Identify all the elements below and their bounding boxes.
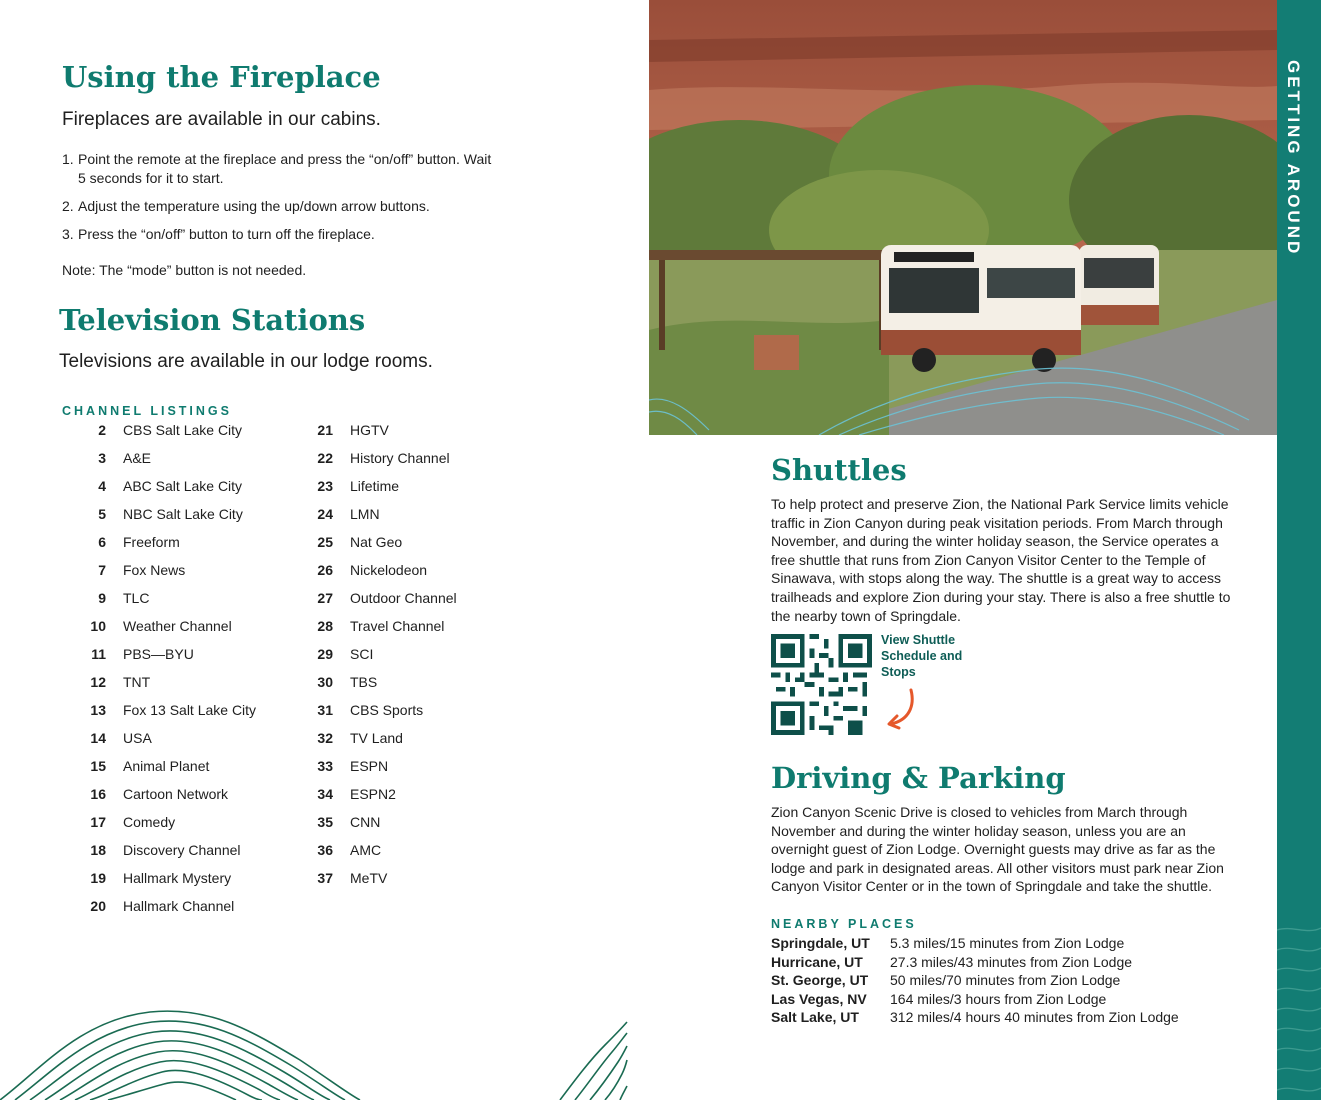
channel-row bbox=[289, 614, 519, 642]
channel-row bbox=[289, 810, 519, 838]
channel-number: 28 bbox=[317, 618, 333, 634]
channel-number: 35 bbox=[317, 814, 333, 830]
channel-name: HGTV bbox=[350, 422, 389, 438]
channel-name: Discovery Channel bbox=[123, 842, 241, 858]
channel-row bbox=[62, 754, 292, 782]
shuttle-bus-photo bbox=[649, 0, 1277, 435]
channel-number: 23 bbox=[317, 478, 333, 494]
nearby-places-list bbox=[771, 934, 1251, 1027]
channel-name: Outdoor Channel bbox=[350, 590, 457, 606]
channel-row bbox=[62, 698, 292, 726]
television-title: Television Stations bbox=[59, 303, 366, 337]
channel-name: ABC Salt Lake City bbox=[123, 478, 243, 494]
channel-row bbox=[289, 642, 519, 670]
channel-name: Weather Channel bbox=[123, 618, 232, 634]
channel-row bbox=[62, 418, 292, 446]
shuttles-title: Shuttles bbox=[771, 453, 907, 487]
fireplace-note: Note: The “mode” button is not needed. bbox=[62, 262, 307, 278]
nearby-places-label: NEARBY PLACES bbox=[771, 917, 917, 931]
channel-row bbox=[289, 838, 519, 866]
channel-number: 6 bbox=[98, 534, 106, 550]
channel-number: 24 bbox=[317, 506, 333, 522]
channel-name: Nat Geo bbox=[350, 534, 403, 550]
nearby-place-row bbox=[771, 990, 1251, 1009]
section-tab-label: GETTING AROUND bbox=[1284, 60, 1303, 257]
fireplace-title: Using the Fireplace bbox=[62, 60, 381, 94]
channel-name: ESPN bbox=[350, 758, 389, 774]
channel-number: 26 bbox=[317, 562, 333, 578]
channel-name: LMN bbox=[350, 506, 380, 522]
channel-name: Cartoon Network bbox=[123, 786, 229, 802]
channel-name: TNT bbox=[123, 674, 151, 690]
channel-number: 25 bbox=[317, 534, 333, 550]
channel-name: MeTV bbox=[350, 870, 388, 886]
channel-row bbox=[289, 698, 519, 726]
channel-number: 33 bbox=[317, 758, 333, 774]
channel-name: AMC bbox=[350, 842, 382, 858]
channel-row bbox=[289, 586, 519, 614]
channel-row bbox=[62, 474, 292, 502]
channel-number: 34 bbox=[317, 786, 333, 802]
channel-row bbox=[62, 726, 292, 754]
channel-row bbox=[62, 614, 292, 642]
curved-arrow-icon bbox=[881, 686, 921, 731]
channel-row bbox=[289, 502, 519, 530]
channel-name: ESPN2 bbox=[350, 786, 396, 802]
channel-number: 37 bbox=[317, 870, 333, 886]
television-subtitle: Televisions are available in our lodge rooms. bbox=[59, 351, 433, 372]
channel-row bbox=[62, 558, 292, 586]
channel-row bbox=[62, 530, 292, 558]
channel-row bbox=[289, 726, 519, 754]
channel-number: 36 bbox=[317, 842, 333, 858]
channel-number: 10 bbox=[90, 618, 106, 634]
channel-name: Nickelodeon bbox=[350, 562, 428, 578]
left-page bbox=[0, 0, 649, 1100]
channel-row bbox=[289, 754, 519, 782]
channel-number: 11 bbox=[91, 646, 106, 662]
channel-row bbox=[62, 642, 292, 670]
fireplace-step: 3. Press the “on/off” button to turn off the fireplace. bbox=[62, 226, 375, 242]
driving-parking-body: Zion Canyon Scenic Drive is closed to vehicles from March through November and during the winter holiday season, unless you are an overnight guest of Zion Lodge. Overnight guests may drive as far as the lodge and park in designated areas. All other visitors must park near Zion Canyon Visitor Center or in the town of Springdale and take the shuttle. bbox=[771, 804, 1224, 895]
place-distance: 5.3 miles/15 minutes from Zion Lodge bbox=[890, 935, 1125, 951]
channel-number: 29 bbox=[317, 646, 333, 662]
place-distance: 50 miles/70 minutes from Zion Lodge bbox=[890, 972, 1121, 989]
channel-number: 12 bbox=[90, 674, 106, 690]
place-name: Springdale, UT bbox=[771, 935, 870, 951]
channel-name: TBS bbox=[350, 674, 378, 690]
channel-column-1 bbox=[62, 418, 292, 922]
nearby-place-row bbox=[771, 971, 1251, 990]
channel-number: 31 bbox=[317, 702, 333, 718]
fireplace-step: 1. Point the remote at the fireplace and press the “on/off” button. Wait 5 seconds for it to start. bbox=[62, 151, 492, 186]
channel-number: 27 bbox=[317, 590, 333, 606]
channel-name: History Channel bbox=[350, 450, 450, 466]
channel-name: Travel Channel bbox=[350, 618, 445, 634]
place-distance: 312 miles/4 hours 40 minutes from Zion Lodge bbox=[890, 1009, 1179, 1026]
channel-number: 9 bbox=[98, 590, 106, 606]
channel-number: 30 bbox=[317, 674, 333, 690]
channel-number: 15 bbox=[90, 758, 106, 774]
place-distance: 27.3 miles/43 minutes from Zion Lodge bbox=[890, 953, 1133, 970]
channel-name: A&E bbox=[123, 450, 152, 466]
channel-number: 17 bbox=[90, 814, 106, 830]
channel-name: Lifetime bbox=[350, 478, 400, 494]
channel-number: 2 bbox=[98, 422, 106, 438]
channel-row bbox=[289, 418, 519, 446]
channel-name: USA bbox=[123, 730, 152, 746]
shuttle-qr-code[interactable] bbox=[771, 634, 872, 735]
channel-column-2 bbox=[289, 418, 519, 894]
channel-number: 20 bbox=[90, 898, 106, 914]
channel-row bbox=[62, 894, 292, 922]
channel-name: Comedy bbox=[123, 814, 176, 830]
channel-row bbox=[289, 558, 519, 586]
channel-name: Hallmark Channel bbox=[123, 898, 235, 914]
channel-listings-label: CHANNEL LISTINGS bbox=[62, 404, 232, 418]
channel-number: 16 bbox=[90, 786, 106, 802]
nearby-place-row bbox=[771, 1008, 1251, 1027]
channel-row bbox=[289, 446, 519, 474]
channel-row bbox=[289, 670, 519, 698]
channel-number: 18 bbox=[90, 842, 106, 858]
shuttles-body: To help protect and preserve Zion, the National Park Service limits vehicle traffic in Zion Canyon during peak visitation periods. From March through November, and during the winter holiday season, the Service operates a free shuttle that runs from Zion Canyon Visitor Center to the Temple of Sinawava, with stops along the way. The shuttle is a great way to access trailheads and explore Zion during your stay. There is also a free shuttle to the nearby town of Springdale. bbox=[771, 496, 1231, 624]
place-distance: 164 miles/3 hours from Zion Lodge bbox=[890, 990, 1107, 1007]
channel-name: Fox 13 Salt Lake City bbox=[123, 702, 257, 718]
channel-name: TV Land bbox=[350, 730, 403, 746]
nearby-place-row bbox=[771, 934, 1251, 953]
channel-number: 13 bbox=[90, 702, 106, 718]
channel-row bbox=[289, 866, 519, 894]
place-name: Hurricane, UT bbox=[771, 953, 863, 970]
channel-number: 5 bbox=[98, 506, 106, 522]
channel-name: PBS—BYU bbox=[123, 646, 194, 662]
channel-row bbox=[62, 586, 292, 614]
tab-topographic-decoration bbox=[1277, 920, 1321, 1100]
fireplace-steps bbox=[62, 150, 502, 253]
channel-name: CNN bbox=[350, 814, 381, 830]
channel-name: TLC bbox=[123, 590, 150, 606]
channel-row bbox=[62, 670, 292, 698]
channel-name: Fox News bbox=[123, 562, 186, 578]
channel-number: 4 bbox=[98, 478, 106, 494]
channel-row bbox=[62, 810, 292, 838]
channel-number: 22 bbox=[317, 450, 333, 466]
fireplace-step: 2. Adjust the temperature using the up/down arrow buttons. bbox=[62, 198, 430, 214]
channel-number: 32 bbox=[317, 730, 333, 746]
place-name: Salt Lake, UT bbox=[771, 1009, 859, 1026]
channel-name: SCI bbox=[350, 646, 374, 662]
channel-row bbox=[62, 866, 292, 894]
channel-row bbox=[289, 474, 519, 502]
channel-name: Hallmark Mystery bbox=[123, 870, 232, 886]
channel-row bbox=[62, 502, 292, 530]
channel-row bbox=[289, 530, 519, 558]
nearby-place-row bbox=[771, 953, 1251, 972]
channel-name: CBS Sports bbox=[350, 702, 424, 718]
channel-row bbox=[62, 838, 292, 866]
channel-name: NBC Salt Lake City bbox=[123, 506, 243, 522]
zion-shuttle-illustration bbox=[649, 0, 1277, 435]
topographic-lines-decoration bbox=[0, 1000, 649, 1100]
channel-row bbox=[289, 782, 519, 810]
channel-name: Freeform bbox=[123, 534, 180, 550]
qr-link-label[interactable]: View Shuttle Schedule and Stops bbox=[881, 633, 963, 679]
channel-name: CBS Salt Lake City bbox=[123, 422, 243, 438]
channel-name: Animal Planet bbox=[123, 758, 210, 774]
place-name: Las Vegas, NV bbox=[771, 990, 867, 1007]
channel-number: 14 bbox=[90, 730, 106, 746]
place-name: St. George, UT bbox=[771, 972, 869, 989]
channel-number: 19 bbox=[90, 870, 106, 886]
channel-number: 7 bbox=[98, 562, 106, 578]
channel-number: 21 bbox=[317, 422, 333, 438]
driving-parking-title: Driving & Parking bbox=[771, 761, 1066, 795]
fireplace-subtitle: Fireplaces are available in our cabins. bbox=[62, 109, 381, 130]
channel-number: 3 bbox=[98, 450, 106, 466]
channel-row bbox=[62, 446, 292, 474]
channel-row bbox=[62, 782, 292, 810]
